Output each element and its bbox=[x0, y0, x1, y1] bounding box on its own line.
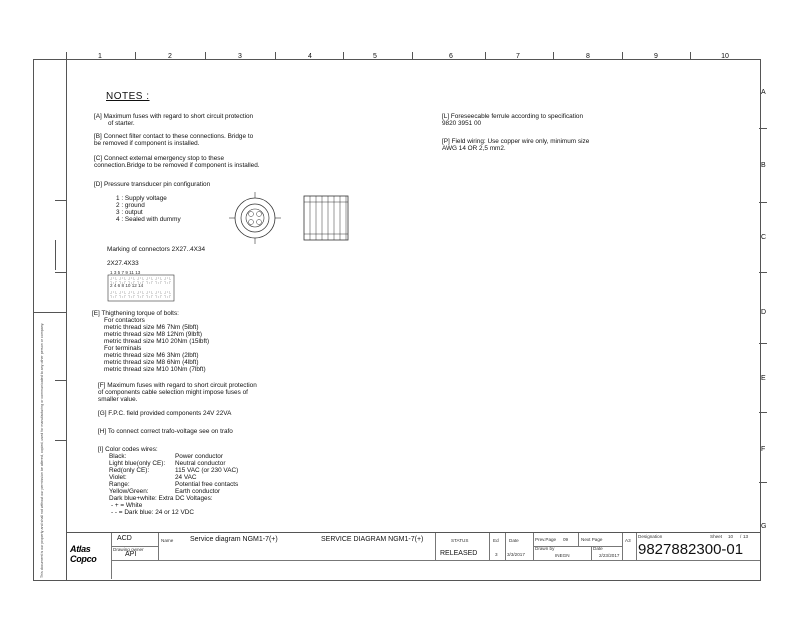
color-meaning: Earth conductor bbox=[175, 488, 221, 495]
column-label: 1 bbox=[98, 53, 102, 60]
pin-4: 4 : Sealed with dummy bbox=[116, 216, 181, 223]
date-value: 3/3/2017 bbox=[507, 552, 525, 557]
date-cell bbox=[505, 533, 534, 561]
note-f-line2: of components cable selection might impose fuses of bbox=[98, 389, 248, 396]
row-tick bbox=[759, 412, 767, 413]
note-d: [D] Pressure transducer pin configuration bbox=[94, 181, 211, 188]
drawing-owner: API bbox=[125, 551, 137, 558]
row-tick bbox=[759, 343, 767, 344]
row-tick bbox=[55, 200, 66, 201]
total-sheets: 13 bbox=[743, 534, 749, 539]
date2-cell bbox=[591, 546, 623, 561]
column-tick bbox=[553, 52, 554, 59]
sheet-label: Sheet bbox=[710, 534, 723, 539]
ed-label: Ed bbox=[493, 538, 499, 543]
department: ACD bbox=[117, 535, 132, 542]
column-tick bbox=[485, 52, 486, 59]
color-name: Yellow/Green: bbox=[109, 488, 149, 495]
prev-page-cell bbox=[533, 533, 579, 547]
row-tick bbox=[55, 240, 56, 270]
column-tick bbox=[135, 52, 136, 59]
notes-title: NOTES : bbox=[106, 91, 150, 102]
note-f-line3: smaller value. bbox=[98, 396, 138, 403]
row-tick bbox=[55, 272, 66, 273]
color-name: Red(only CE): bbox=[109, 467, 150, 474]
next-page-label: Next Page bbox=[581, 537, 603, 542]
note-e-title: [E] Thigthening torque of bolts: bbox=[92, 310, 179, 317]
row-tick bbox=[759, 482, 767, 483]
prev-page-value: 09 bbox=[563, 537, 569, 542]
connector-front-view-icon bbox=[225, 190, 285, 246]
note-e-line: metric thread size M8 12Nm (9lbft) bbox=[104, 331, 203, 338]
status-value: RELEASED bbox=[440, 550, 478, 557]
row-tick bbox=[759, 202, 767, 203]
size-value: A3 bbox=[625, 538, 631, 543]
column-tick bbox=[343, 52, 344, 59]
color-meaning: 24 VAC bbox=[175, 474, 197, 481]
note-p-line2: AWG 14 OR 2,5 mm2. bbox=[442, 145, 506, 152]
pin-1: 1 : Supply voltage bbox=[116, 195, 167, 202]
diagram-name: Service diagram NGM1-7(+) bbox=[190, 536, 278, 543]
terminal-grid-icon bbox=[107, 274, 175, 302]
note-e-line: metric thread size M8 6Nm (4lbft) bbox=[104, 359, 199, 366]
name-label: Name bbox=[161, 538, 174, 543]
dc-minus: - - = Dark blue: 24 or 12 VDC bbox=[111, 509, 194, 516]
ed-cell bbox=[489, 533, 506, 561]
note-h: [H] To connect correct trafo-voltage see on trafo bbox=[98, 428, 233, 435]
atlas-copco-logo: Atlas Copco bbox=[70, 544, 97, 564]
note-e-line: metric thread size M10 10Nm (7lbft) bbox=[104, 366, 206, 373]
row-label: C bbox=[761, 234, 767, 241]
drawn-by-value: INEGN bbox=[555, 553, 570, 558]
date2-value: 2/23/2017 bbox=[599, 553, 620, 558]
note-b-line1: [B] Connect filter contact to these connections. Bridge to bbox=[94, 133, 254, 140]
drawing-number: 9827882300-01 bbox=[638, 541, 744, 558]
row-label: D bbox=[761, 309, 767, 316]
status-cell bbox=[435, 533, 490, 561]
note-e-line: For terminals bbox=[104, 345, 142, 352]
date2-label: Date bbox=[593, 546, 603, 551]
color-name: Range: bbox=[109, 481, 130, 488]
drawn-by-label: Drawn by bbox=[535, 546, 555, 551]
note-e-line: For contactors bbox=[104, 317, 145, 324]
column-label: 5 bbox=[373, 53, 377, 60]
dc-title: Dark blue+white: Extra DC Voltages: bbox=[109, 495, 213, 502]
note-e-line: metric thread size M10 20Nm (15lbft) bbox=[104, 338, 210, 345]
column-label: 9 bbox=[654, 53, 658, 60]
terminal-numbers-bottom: 2 4 6 8 10 12 14 bbox=[110, 283, 144, 288]
pin-3: 3 : output bbox=[116, 209, 143, 216]
date-label: Date bbox=[509, 538, 519, 543]
designation-cell bbox=[636, 533, 760, 561]
row-tick bbox=[759, 128, 767, 129]
terminal-numbers-top: 1 3 5 7 9 11 13 bbox=[110, 270, 141, 275]
row-tick bbox=[33, 312, 66, 313]
next-page-cell bbox=[578, 533, 623, 547]
copyright-notice: This document is our property and shall not without our permission be altered, copied, used for manufacturing or communicated to any other person or company. bbox=[40, 322, 44, 578]
connector-name: 2X27.4X33 bbox=[107, 260, 139, 267]
color-meaning: Neutral conductor bbox=[175, 460, 226, 467]
column-tick bbox=[690, 52, 691, 59]
row-tick bbox=[759, 272, 767, 273]
prev-page-label: Prev.Page bbox=[535, 537, 557, 542]
pin-2: 2 : ground bbox=[116, 202, 145, 209]
color-meaning: Power conductor bbox=[175, 453, 223, 460]
note-a-line2: of starter. bbox=[108, 120, 135, 127]
connector-side-view-icon bbox=[302, 190, 350, 246]
row-label: G bbox=[761, 523, 767, 530]
column-label: 3 bbox=[238, 53, 242, 60]
note-e-line: metric thread size M6 7Nm (5lbft) bbox=[104, 324, 199, 331]
row-label: E bbox=[761, 375, 766, 382]
column-tick bbox=[66, 52, 67, 59]
column-label: 7 bbox=[516, 53, 520, 60]
row-label: A bbox=[761, 89, 766, 96]
color-name: Violet: bbox=[109, 474, 127, 481]
status-label: STATUS bbox=[451, 538, 469, 543]
note-f-line1: [F] Maximum fuses with regard to short circuit protection bbox=[98, 382, 257, 389]
connector-marking: Marking of connectors 2X27..4X34 bbox=[107, 246, 206, 253]
dept-cell bbox=[111, 533, 159, 547]
column-tick bbox=[205, 52, 206, 59]
diagram-name-caps: SERVICE DIAGRAM NGM1-7(+) bbox=[321, 536, 424, 543]
column-tick bbox=[275, 52, 276, 59]
size-cell bbox=[622, 533, 637, 561]
ed-value: 3 bbox=[495, 552, 498, 557]
drawn-by-cell bbox=[533, 546, 592, 561]
logo-cell bbox=[67, 533, 112, 579]
row-label: B bbox=[761, 162, 766, 169]
note-l-line1: [L] Foreseecable ferrule according to specification bbox=[442, 113, 584, 120]
row-label: F bbox=[761, 446, 766, 453]
drawing-owner-label: Drawing owner bbox=[113, 547, 144, 552]
note-c-line1: [C] Connect external emergency stop to these bbox=[94, 155, 225, 162]
sheet-number: 10 bbox=[728, 534, 734, 539]
note-e-line: metric thread size M6 3Nm (2lbft) bbox=[104, 352, 199, 359]
note-g: [G] F.P.C. field provided components 24V 22VA bbox=[98, 410, 232, 417]
note-b-line2: be removed if component is installed. bbox=[94, 140, 200, 147]
note-p-line1: [P] Field wiring: Use copper wire only, minimum size bbox=[442, 138, 590, 145]
column-label: 2 bbox=[168, 53, 172, 60]
designation-label: Designation bbox=[638, 534, 663, 539]
name-cell bbox=[158, 533, 436, 561]
color-meaning: Potential free contacts bbox=[175, 481, 239, 488]
column-label: 6 bbox=[449, 53, 453, 60]
column-label: 8 bbox=[586, 53, 590, 60]
color-name: Black: bbox=[109, 453, 127, 460]
note-a-line1: [A] Maximum fuses with regard to short circuit protection bbox=[94, 113, 254, 120]
row-tick bbox=[55, 440, 66, 441]
color-name: Light blue(only CE): bbox=[109, 460, 166, 467]
color-meaning: 115 VAC (or 230 VAC) bbox=[175, 467, 239, 474]
sheet-separator: / bbox=[740, 534, 742, 539]
note-l-line2: 9820 3951 00 bbox=[442, 120, 482, 127]
dc-plus: - + = White bbox=[111, 502, 143, 509]
terminal-strip bbox=[107, 270, 175, 291]
note-c-line2: connection.Bridge to be removed if component is installed. bbox=[94, 162, 260, 169]
owner-cell bbox=[111, 546, 159, 561]
note-i-title: [I] Color codes wires: bbox=[98, 446, 158, 453]
column-tick bbox=[622, 52, 623, 59]
column-tick bbox=[412, 52, 413, 59]
row-tick bbox=[55, 380, 66, 381]
title-block bbox=[66, 532, 761, 581]
column-label: 10 bbox=[721, 53, 729, 60]
column-label: 4 bbox=[308, 53, 312, 60]
